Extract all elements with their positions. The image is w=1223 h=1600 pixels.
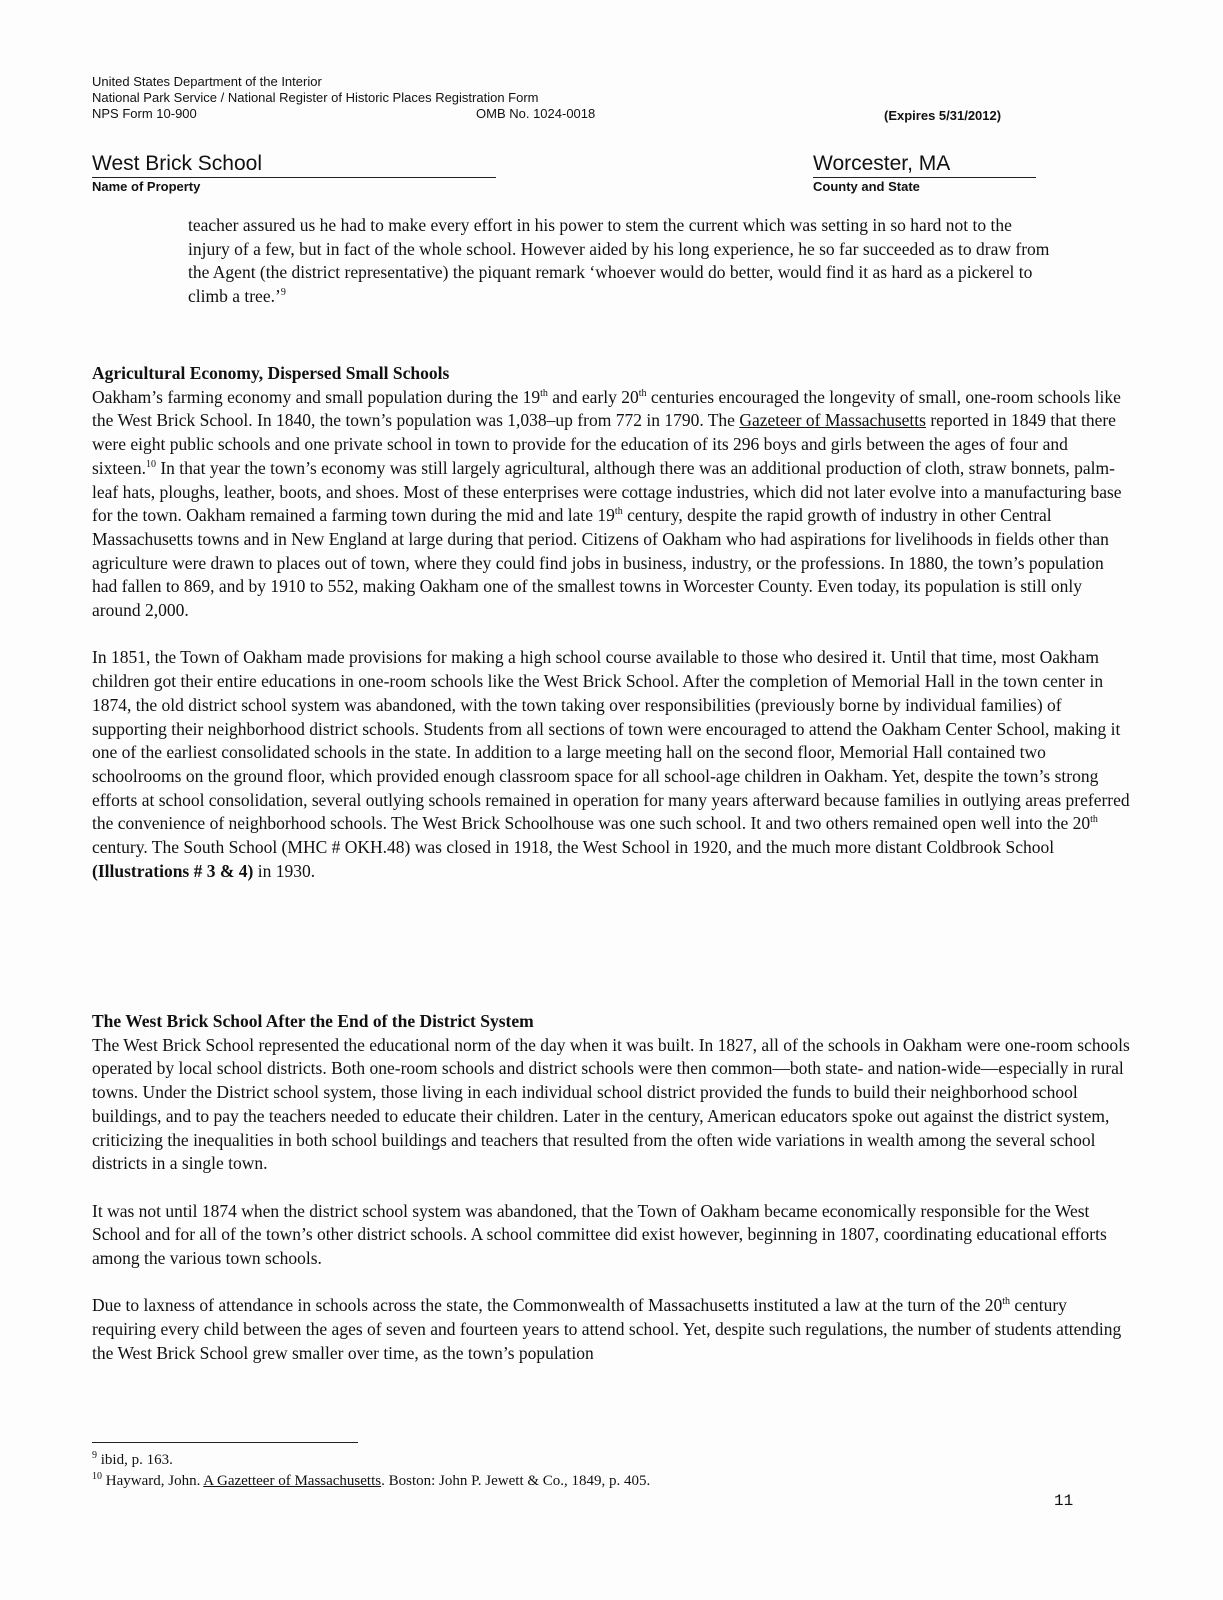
agency-line: United States Department of the Interior xyxy=(92,74,322,89)
county-state-rule xyxy=(813,177,1036,178)
expiration-date: (Expires 5/31/2012) xyxy=(884,108,1002,123)
footnote-ref-9: 9 xyxy=(280,286,286,298)
paragraph-text: reported in 1849 that there were eight public schools and one private school in town to provide for the education of its 296 boys and girls between the ages of four and sixteen. xyxy=(92,410,1116,478)
superscript: th xyxy=(638,387,647,399)
paragraph-text: and early 20 xyxy=(547,386,639,407)
paragraph-text: Oakham’s farming economy and small population during the 19 xyxy=(92,386,541,407)
footnote-text: Hayward, John. xyxy=(102,1473,204,1489)
quote-text: teacher assured us he had to make every effort in his power to stem the current which was setting in so hard not to the injury of a few, but in fact of the whole school. However aided by his long experience, he so far succeeded as to draw from the Agent (the district representative) the piquant remark ‘whoever would do better, would find it as hard as a pickerel to climb a tree.’ xyxy=(188,215,1050,306)
paragraph-text: century, despite the rapid growth of industry in other Central Massachusetts towns and in New England at large during that period. Citizens of Oakham who had aspirations for livelihoods in fields other than agriculture were drawn to places out of town, where they could find jobs in business, industry, or the professions. In 1880, the town’s population had fallen to 869, and by 1910 to 552, making Oakham one of the smallest towns in Worcester County. Even today, its population is still only around 2,000. xyxy=(92,505,1109,621)
section-after-district-system xyxy=(92,1010,1132,1366)
paragraph-text: centuries encouraged the longevity of small, one-room schools like the West Brick School. In 1840, the town’s population was 1,038–up from 772 in 1790. The xyxy=(92,386,1121,431)
footnote-10 xyxy=(92,1471,1092,1492)
property-name-rule xyxy=(92,177,496,178)
footnote-number: 9 xyxy=(92,1450,97,1461)
paragraph-text: century. The South School (MHC # OKH.48) was closed in 1918, the West School in 1920, and the much more distant Coldbrook School xyxy=(92,837,1055,858)
gazeteer-title: Gazeteer of Massachusetts xyxy=(739,410,926,431)
county-state-label: County and State xyxy=(813,179,920,194)
property-name-label: Name of Property xyxy=(92,179,201,194)
paragraph-text: In that year the town’s economy was still largely agricultural, although there was an additional production of cloth, straw bonnets, palm-leaf hats, ploughs, leather, boots, and shoes. Most of these enterprises were cottage industries, which did not later evolve into a manufacturing base for the town. Oakham remained a farming town during the mid and late 19 xyxy=(92,457,1122,526)
illustrations-reference: (Illustrations # 3 & 4) xyxy=(92,860,254,881)
section-heading: The West Brick School After the End of the District System xyxy=(92,1011,534,1031)
property-name: West Brick School xyxy=(92,152,262,175)
quoted-passage xyxy=(188,214,1058,308)
footnote-book-title: A Gazetteer of Massachusetts xyxy=(203,1473,382,1489)
superscript: th xyxy=(1002,1296,1011,1308)
paragraph-text: Due to laxness of attendance in schools across the state, the Commonwealth of Massachusetts instituted a law at the turn of the 20 xyxy=(92,1295,1003,1316)
form-header xyxy=(92,74,1112,106)
section-heading: Agricultural Economy, Dispersed Small Schools xyxy=(92,363,450,383)
footnote-number: 10 xyxy=(92,1471,102,1482)
paragraph-text: It was not until 1874 when the district school system was abandoned, that the Town of Oakham became economically responsible for the West School and for all of the town’s other district schools. A school committee did exist however, beginning in 1807, coordinating educational efforts among the various town schools. xyxy=(92,1200,1107,1269)
paragraph-text: In 1851, the Town of Oakham made provisions for making a high school course available to those who desired it. Until that time, most Oakham children got their entire educations in one-room schools like the West Brick School. After the completion of Memorial Hall in the town center in 1874, the old district school system was abandoned, with the town taking over responsibilities (previously borne by individual families) of supporting their neighborhood district schools. Students from all sections of town were encouraged to attend the Oakham Center School, making it one of the earliest consolidated schools in the state. In addition to a large meeting hall on the second floor, Memorial Hall contained two schoolrooms on the ground floor, which provided enough classroom space for all school-age children in Oakham. Yet, despite the town’s strong efforts at school consolidation, several outlying schools remained in operation for many years afterward because families in outlying areas preferred the convenience of neighborhood schools. The West Brick Schoolhouse was one such school. It and two others remained open well into the 20 xyxy=(92,647,1130,834)
page-number: 11 xyxy=(1054,1492,1074,1510)
superscript: th xyxy=(1090,814,1098,826)
paragraph-text: century requiring every child between the ages of seven and fourteen years to attend school. Yet, despite such regulations, the number of students attending the West Brick School grew smaller over time, as the town’s population xyxy=(92,1295,1122,1363)
superscript: th xyxy=(614,506,623,518)
footnote-text: ibid, p. 163. xyxy=(97,1452,173,1468)
omb-number: OMB No. 1024-0018 xyxy=(476,106,596,121)
section-agricultural-economy xyxy=(92,362,1132,883)
form-number: NPS Form 10-900 xyxy=(92,106,197,121)
form-title-line: National Park Service / National Register of Historic Places Registration Form xyxy=(92,90,539,105)
paragraph-text: in 1930. xyxy=(253,860,316,881)
county-state: Worcester, MA xyxy=(813,152,951,175)
footnotes xyxy=(92,1450,1092,1492)
footnote-text: . Boston: John P. Jewett & Co., 1849, p. 405. xyxy=(381,1473,651,1489)
footnote-divider xyxy=(92,1442,358,1443)
paragraph-text: The West Brick School represented the educational norm of the day when it was built. In 1827, all of the schools in Oakham were one-room schools operated by local school districts. Both one-room schools and district schools were then common—both state- and nation-wide—especially in rural towns. Under the District school system, those living in each individual school district provided the funds to build their neighborhood school buildings, and to pay the teachers needed to educate their children. Later in the century, American educators spoke out against the district system, criticizing the inequalities in both school buildings and teachers that resulted from the often wide variations in wealth among the several school districts in a single town. xyxy=(92,1034,1130,1174)
footnote-ref-10: 10 xyxy=(145,458,156,470)
superscript: th xyxy=(540,387,548,399)
footnote-9 xyxy=(92,1450,1092,1471)
